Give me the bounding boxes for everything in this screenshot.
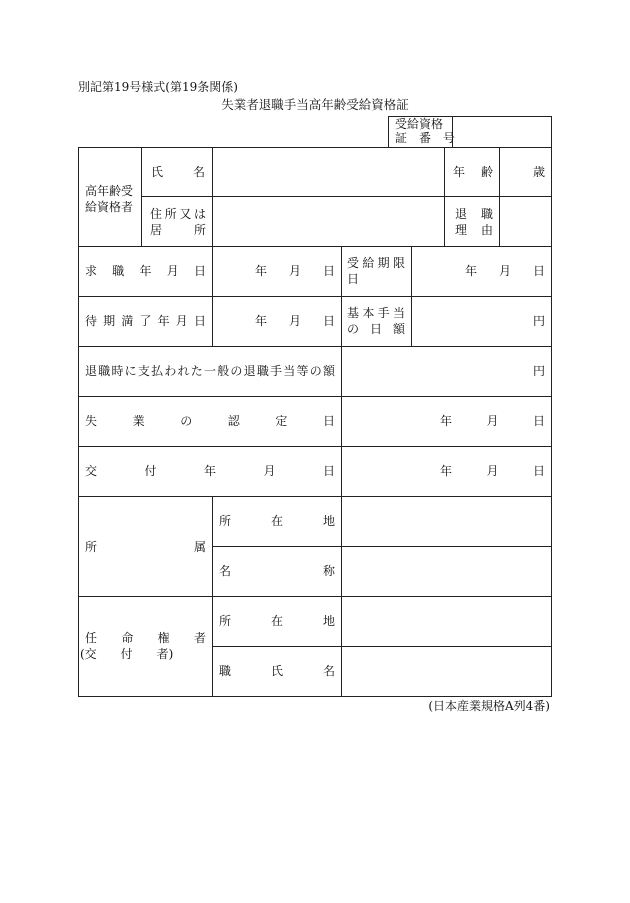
affiliation-location-field[interactable] (342, 497, 551, 546)
affiliation-name-field[interactable] (342, 547, 551, 596)
residence-label: 居 所 (150, 223, 206, 237)
appointer-label: 任 命 権 者 (85, 631, 206, 645)
official-name-label: 職 氏 名 (219, 664, 335, 678)
address-field[interactable] (213, 197, 444, 246)
basic-allowance-label-2: の 日 額 (347, 322, 405, 336)
reason-label-2: 理 由 (455, 223, 493, 237)
job-application-date-field[interactable]: 年 月 日 (255, 264, 335, 278)
retirement-allowance-label: 退 職 時 に 支 払 わ れ た 一 般 の 退 職 手 当 等 の 額 (85, 364, 335, 378)
official-name-field[interactable] (342, 647, 551, 696)
issue-date-field[interactable]: 年 月 日 (440, 464, 545, 478)
affiliation-location-label: 所 在 地 (219, 514, 335, 528)
address-label: 住 所 又 は (150, 207, 206, 221)
benefit-period-label-2: 日 (347, 272, 360, 286)
retirement-allowance-field[interactable]: 円 (532, 364, 545, 378)
reason-label: 退 職 (455, 207, 493, 221)
age-label: 年 齢 (453, 165, 493, 179)
name-label: 氏 名 (151, 165, 205, 179)
appointer-location-label: 所 在 地 (219, 614, 335, 628)
benefit-period-field[interactable]: 年 月 日 (465, 264, 545, 278)
cert-number-label-2: 証 番 号 (395, 131, 456, 145)
basic-allowance-label: 基 本 手 当 (347, 306, 405, 320)
age-field[interactable] (500, 148, 551, 196)
name-field[interactable] (213, 148, 444, 196)
issuer-label: (交 付 者) (80, 647, 174, 661)
affiliation-name-label: 名 称 (219, 564, 335, 578)
paper-standard-note: (日本産業規格A列4番) (428, 699, 550, 713)
document-title: 失業者退職手当高年齢受給資格証 (221, 97, 409, 112)
appointer-location-field[interactable] (342, 597, 551, 646)
waiting-period-end-label: 待 期 満 了 年 月 日 (85, 314, 206, 328)
waiting-period-end-field[interactable]: 年 月 日 (255, 314, 335, 328)
age-unit: 歳 (532, 165, 545, 179)
benefit-period-label: 受 給 期 限 (347, 256, 405, 270)
applicant-group-label: 高年齢受 給資格者 (85, 184, 134, 214)
reason-field[interactable] (500, 197, 551, 246)
form-reference: 別記第19号様式(第19条関係) (78, 80, 238, 94)
job-application-date-label: 求 職 年 月 日 (85, 264, 206, 278)
basic-allowance-field[interactable]: 円 (532, 314, 545, 328)
unemployment-cert-date-label: 失 業 の 認 定 日 (85, 414, 335, 428)
affiliation-label: 所 属 (85, 540, 206, 554)
issue-date-label: 交 付 年 月 日 (85, 464, 335, 478)
cert-number-field[interactable] (453, 117, 551, 146)
cert-number-label: 受給資格 (395, 117, 444, 131)
unemployment-cert-date-field[interactable]: 年 月 日 (440, 414, 545, 428)
